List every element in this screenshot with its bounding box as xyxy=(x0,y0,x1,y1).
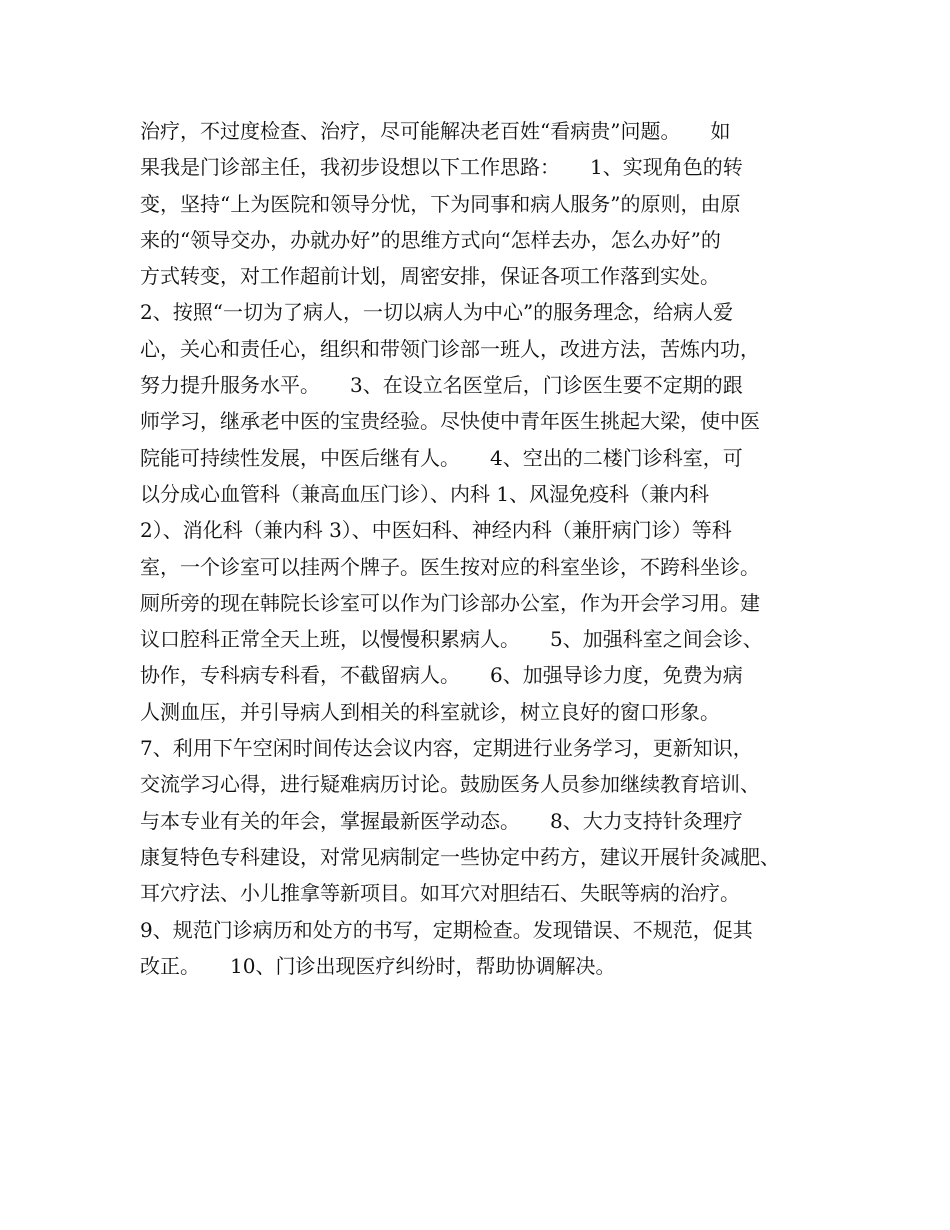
text-line: 来的“领导交办，办就办好”的思维方式向“怎样去办，怎么办好”的 xyxy=(140,227,721,252)
text-line: 与本专业有关的年会，掌握最新医学动态。 8、大力支持针灸理疗 xyxy=(140,808,743,833)
text-line: 厕所旁的现在韩院长诊室可以作为门诊部办公室，作为开会学习用。建 xyxy=(140,590,760,615)
text-line: 心，关心和责任心，组织和带领门诊部一班人，改进方法，苦炼内功， xyxy=(140,336,760,361)
text-line: 2）、消化科（兼内科 3）、中医妇科、神经内科（兼肝病门诊）等科 xyxy=(140,518,732,543)
text-line: 果我是门诊部主任，我初步设想以下工作思路： 1、实现角色的转 xyxy=(140,155,743,180)
text-line: 室，一个诊室可以挂两个牌子。医生按对应的科室坐诊，不跨科坐诊。 xyxy=(140,554,760,579)
text-line: 变，坚持“上为医院和领导分忧，下为同事和病人服务”的原则，由原 xyxy=(140,191,741,216)
text-line: 康复特色专科建设，对常见病制定一些协定中药方，建议开展针灸减肥、 xyxy=(140,844,780,869)
text-line: 议口腔科正常全天上班，以慢慢积累病人。 5、加强科室之间会诊、 xyxy=(140,627,763,652)
text-line: 协作，专科病专科看，不截留病人。 6、加强导诊力度，免费为病 xyxy=(140,663,743,688)
text-line: 耳穴疗法、小儿推拿等新项目。如耳穴对胆结石、失眠等病的治疗。 xyxy=(140,881,740,906)
text-line: 师学习，继承老中医的宝贵经验。尽快使中青年医生挑起大梁，使中医 xyxy=(140,409,760,434)
text-line: 7、利用下午空闲时间传达会议内容，定期进行业务学习，更新知识， xyxy=(140,736,753,761)
body-text xyxy=(140,113,820,984)
text-line: 努力提升服务水平。 3、在设立名医堂后，门诊医生要不定期的跟 xyxy=(140,373,743,398)
text-line: 方式转变，对工作超前计划，周密安排，保证各项工作落到实处。 xyxy=(140,264,720,289)
text-line: 治疗，不过度检查、治疗，尽可能解决老百姓“看病贵”问题。 如 xyxy=(140,119,731,143)
text-line: 人测血压，并引导病人到相关的科室就诊，树立良好的窗口形象。 xyxy=(140,699,720,724)
text-line: 2、按照“一切为了病人，一切以病人为中心”的服务理念，给病人爱 xyxy=(140,300,734,325)
text-line: 交流学习心得，进行疑难病历讨论。鼓励医务人员参加继续教育培训、 xyxy=(140,772,760,797)
text-line: 9、规范门诊病历和处方的书写，定期检查。发现错误、不规范，促其 xyxy=(140,917,753,942)
text-line: 以分成心血管科（兼高血压门诊）、内科 1、风湿免疫科（兼内科 xyxy=(140,481,710,506)
text-line: 院能可持续性发展，中医后继有人。 4、空出的二楼门诊科室，可 xyxy=(140,445,743,470)
text-line: 改正。 10、门诊出现医疗纠纷时，帮助协调解决。 xyxy=(140,953,616,978)
